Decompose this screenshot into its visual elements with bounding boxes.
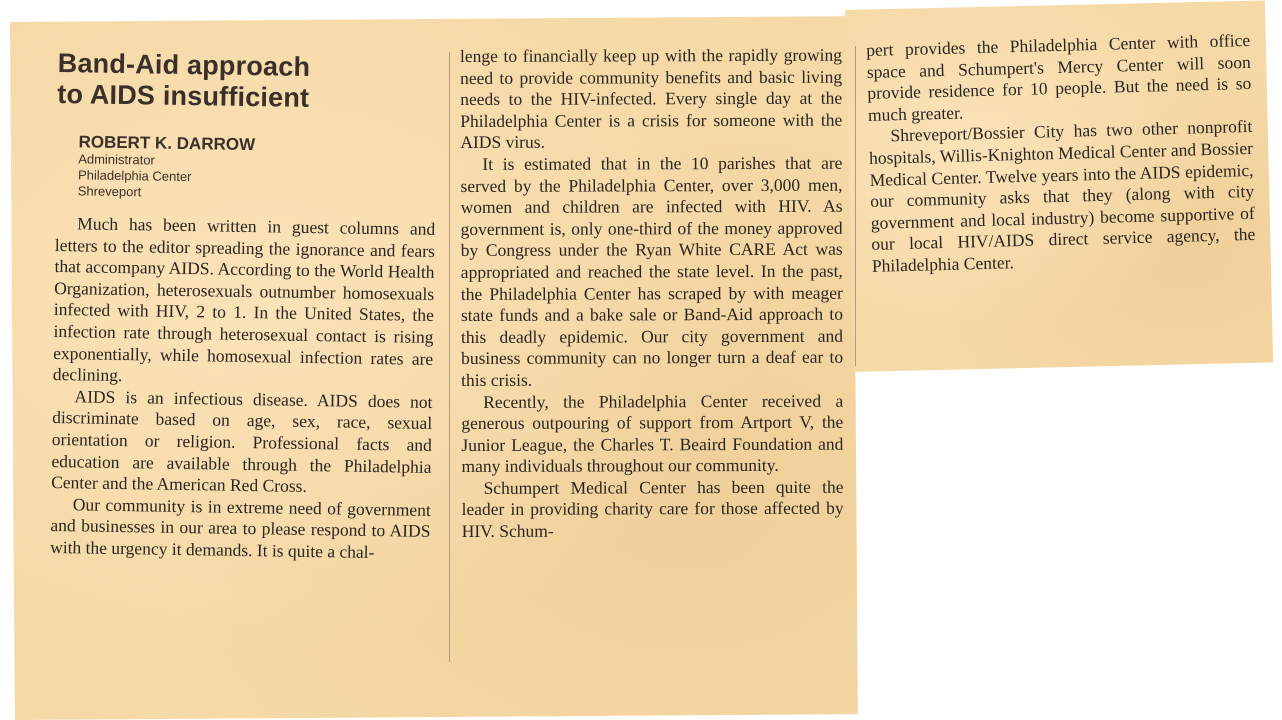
headline: [57, 48, 438, 116]
paragraph: Schumpert Medical Center has been quite the leader in providing charity care for those affected by HIV. Schum-: [461, 476, 844, 542]
author-title: Administrator: [78, 151, 155, 168]
author-name: ROBERT K. DARROW: [78, 132, 256, 155]
article-column-1: [50, 48, 438, 564]
paragraph: pert provides the Philadelphia Center with office space and Schumpert's Mercy Center will soon provide residence for 10 people. But the need is so much greater.: [866, 29, 1252, 125]
author-organization: Philadelphia Center: [77, 167, 192, 185]
article-column-2: [460, 45, 844, 543]
headline-line-2: to AIDS insufficient: [57, 78, 310, 113]
paragraph: Shreveport/Bossier City has two other nonprofit hospitals, Willis-Knighton Medical Center and Bossier Medical Center. Twelve years into the AIDS epidemic, our community asks that they (along with city government and local industry) become supportive of our local HIV/AIDS direct service agency, the Philadelphia Center.: [868, 116, 1256, 276]
headline-line-1: Band-Aid approach: [57, 48, 311, 82]
paragraph: It is estimated that in the 10 parishes that are served by the Philadelphia Center, over 3,000 men, women and children are infected with HIV. As government is, only one-third of the money approved by Congress under the Ryan White CARE Act was appropriated and reached the state level. In the past, the Philadelphia Center has scraped by with meager state funds and a bake sale or Band-Aid approach to this deadly epidemic. Our city government and business community can no longer turn a deaf ear to this crisis.: [460, 152, 844, 390]
paragraph: Much has been written in guest columns and letters to the editor spreading the ignorance and fears that accompany AIDS. According to the World Health Organization, heterosexuals outnumber homosexuals infected with HIV, 2 to 1. In the United States, the infection rate through heterosexual contact is rising exponentially, while homosexual infection rates are declining.: [52, 213, 436, 386]
column-divider: [855, 46, 856, 366]
paragraph: Our community is in extreme need of government and businesses in our area to please respond to AIDS with the urgency it demands. It is quite a chal-: [50, 494, 431, 562]
paragraph: Recently, the Philadelphia Center received a generous outpouring of support from Artport V, the Junior League, the Charles T. Beaird Foundation and many individuals throughout our community.: [461, 390, 844, 477]
author-location: Shreveport: [77, 183, 142, 200]
article-column-3: [866, 30, 1256, 278]
paragraph: AIDS is an infectious disease. AIDS does not discriminate based on age, sex, race, sexual orientation or religion. Professional facts and education are available through the Philadelphia Center and the American Red Cross.: [51, 386, 433, 497]
paragraph: lenge to financially keep up with the rapidly growing need to provide community benefits and basic living needs to the HIV-infected. Every single day at the Philadelphia Center is a crisis for someone with the AIDS virus.: [460, 44, 843, 153]
column-divider: [449, 52, 450, 662]
byline-block: [56, 132, 437, 205]
